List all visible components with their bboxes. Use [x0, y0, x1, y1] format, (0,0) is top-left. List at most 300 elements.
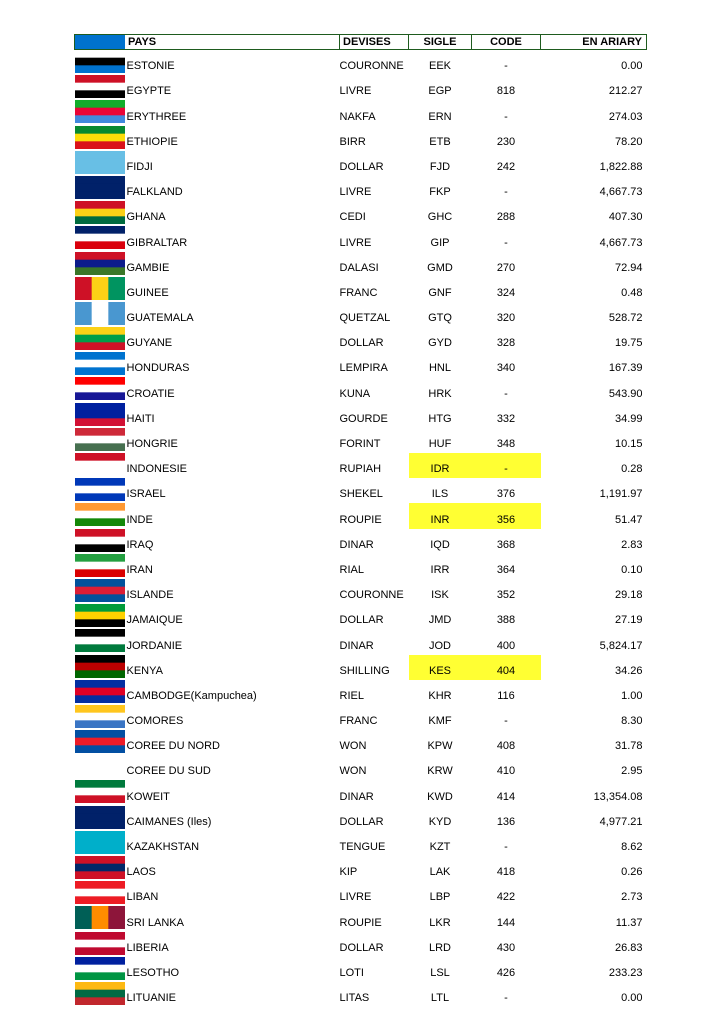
header-code[interactable]: CODE — [472, 35, 541, 50]
flag-cell — [75, 705, 125, 730]
currency-name: LIVRE — [339, 236, 372, 249]
currency-code: 818 — [496, 85, 516, 98]
currency-code: 332 — [496, 412, 516, 425]
table-row[interactable] — [75, 277, 647, 302]
country-name: GIBRALTAR — [126, 236, 188, 249]
country-name: FALKLAND — [126, 186, 183, 199]
ariary-value: 407.30 — [608, 211, 643, 224]
flag-cell — [75, 151, 125, 176]
currency-name: QUETZAL — [339, 312, 391, 325]
country-name: GUINEE — [126, 286, 169, 299]
currency-code: 388 — [496, 614, 516, 627]
flag-image — [75, 428, 125, 451]
currency-name: COURONNE — [339, 589, 404, 602]
currency-name: COURONNE — [339, 60, 404, 73]
table-row[interactable] — [75, 655, 647, 680]
flag-image — [75, 831, 125, 854]
currency-name: SHEKEL — [339, 488, 383, 501]
ariary-value: 8.62 — [621, 841, 643, 853]
currency-name: GOURDE — [339, 412, 388, 425]
flag-image — [75, 226, 125, 249]
currency-sigle: KES — [409, 655, 472, 680]
currency-code: 144 — [496, 916, 516, 929]
flag-image — [75, 352, 125, 375]
flag-cell — [75, 604, 125, 629]
ariary-value: 31.78 — [614, 740, 643, 753]
table-row[interactable] — [75, 453, 647, 478]
table-row[interactable] — [75, 932, 647, 957]
currency-sigle: KWD — [427, 790, 453, 803]
currency-name: KUNA — [339, 387, 371, 400]
flag-image — [75, 126, 125, 149]
currency-sigle: HNL — [428, 362, 451, 375]
currency-sigle: HTG — [428, 412, 452, 425]
header-sigle[interactable]: SIGLE — [409, 35, 472, 50]
country-name: IRAQ — [126, 538, 154, 551]
flag-cell — [75, 957, 125, 982]
country-name: COREE DU NORD — [126, 740, 221, 753]
currency-name: RUPIAH — [339, 463, 382, 476]
country-name: HAITI — [126, 412, 155, 425]
table-row[interactable] — [75, 957, 647, 982]
ariary-value: 0.28 — [621, 463, 643, 476]
currency-code: 230 — [496, 135, 516, 148]
currency-code: 408 — [496, 740, 516, 753]
currency-code: 422 — [496, 891, 516, 904]
currency-sigle: KYD — [428, 815, 452, 828]
currency-sigle: LBP — [429, 891, 451, 904]
table-body — [75, 50, 647, 1008]
flag-cell — [75, 680, 125, 705]
estonia-flag-top-image — [75, 35, 125, 49]
country-name: COREE DU SUD — [126, 765, 211, 778]
table-row[interactable] — [75, 302, 647, 327]
currency-sigle: KRW — [427, 765, 453, 778]
flag-image — [75, 327, 125, 350]
table-row[interactable] — [75, 856, 647, 881]
currency-name: ROUPIE — [339, 513, 382, 526]
flag-cell — [75, 730, 125, 755]
flag-cell — [75, 503, 125, 528]
table-row[interactable] — [75, 730, 647, 755]
country-name: ISRAEL — [126, 488, 166, 501]
table-row[interactable] — [75, 327, 647, 352]
flag-cell — [75, 932, 125, 957]
currency-name: BIRR — [339, 135, 366, 148]
currency-name: LIVRE — [339, 186, 372, 199]
header-pays[interactable]: PAYS — [125, 35, 340, 50]
flag-image — [75, 529, 125, 552]
currency-name: LIVRE — [339, 85, 372, 98]
country-name: INDONESIE — [126, 463, 188, 476]
table-row[interactable] — [75, 151, 647, 176]
table-row[interactable] — [75, 906, 647, 931]
table-row[interactable] — [75, 579, 647, 604]
flag-cell — [75, 100, 125, 125]
currency-code: - — [504, 841, 508, 853]
ariary-value: 13,354.08 — [593, 790, 643, 803]
table-row[interactable] — [75, 806, 647, 831]
table-row[interactable] — [75, 554, 647, 579]
flag-image — [75, 252, 125, 275]
country-name: FIDJI — [126, 160, 153, 173]
country-name: ETHIOPIE — [126, 135, 178, 148]
currency-code: 348 — [496, 438, 516, 450]
currency-code: 270 — [496, 261, 516, 274]
ariary-value: 0.26 — [621, 866, 643, 879]
currency-sigle: GIP — [430, 236, 450, 249]
ariary-value: 51.47 — [614, 513, 643, 526]
table-row[interactable] — [75, 252, 647, 277]
flag-cell — [75, 982, 125, 1007]
currency-sigle: KZT — [429, 841, 451, 853]
currency-code: 340 — [496, 362, 516, 375]
flag-image — [75, 377, 125, 400]
ariary-value: 34.99 — [614, 412, 643, 425]
country-name: JAMAIQUE — [126, 614, 183, 627]
currency-code: - — [504, 992, 508, 1005]
table-row[interactable] — [75, 377, 647, 402]
country-name: LESOTHO — [126, 966, 180, 979]
currency-code: - — [504, 715, 508, 728]
currency-name: TENGUE — [339, 841, 386, 853]
table-row[interactable] — [75, 50, 647, 76]
flag-image — [75, 932, 125, 955]
table-row[interactable] — [75, 226, 647, 251]
currency-code: 242 — [496, 160, 516, 173]
currency-name: NAKFA — [339, 110, 376, 123]
ariary-value: 0.48 — [621, 286, 643, 299]
currency-table — [74, 34, 647, 1007]
table-row[interactable] — [75, 428, 647, 453]
currency-sigle: INR — [409, 503, 472, 528]
ariary-value: 8.30 — [621, 715, 643, 728]
currency-code: 116 — [497, 689, 515, 702]
flag-cell — [75, 126, 125, 151]
flag-cell — [75, 327, 125, 352]
flag-image — [75, 982, 125, 1005]
ariary-value: 2.95 — [621, 765, 643, 778]
currency-sigle: LRD — [428, 941, 451, 954]
currency-name: DOLLAR — [339, 160, 384, 173]
ariary-value: 4,977.21 — [599, 815, 643, 828]
ariary-value: 212.27 — [608, 85, 643, 98]
flag-image — [75, 50, 125, 73]
currency-sigle: IDR — [409, 453, 472, 478]
currency-name: DINAR — [339, 538, 374, 551]
flag-cell — [75, 176, 125, 201]
currency-sigle: IQD — [430, 538, 450, 551]
ariary-value: 2.73 — [621, 891, 643, 904]
flag-cell — [75, 352, 125, 377]
country-name: SRI LANKA — [126, 916, 184, 929]
currency-code: 410 — [496, 765, 516, 778]
ariary-value: 4,667.73 — [599, 236, 643, 249]
flag-image — [75, 629, 125, 652]
table-header-row — [75, 35, 647, 50]
table-row[interactable] — [75, 176, 647, 201]
ariary-value: 0.10 — [621, 563, 643, 576]
currency-name: DOLLAR — [339, 337, 384, 350]
currency-name: DALASI — [339, 261, 379, 274]
currency-sigle: GMD — [427, 261, 453, 274]
currency-name: DINAR — [339, 639, 374, 652]
table-row[interactable] — [75, 75, 647, 100]
currency-code: 356 — [472, 503, 541, 528]
header-flag-cell — [75, 35, 125, 50]
ariary-value: 26.83 — [614, 941, 643, 954]
table-row[interactable] — [75, 126, 647, 151]
flag-cell — [75, 75, 125, 100]
flag-image — [75, 176, 125, 199]
currency-sigle: LSL — [430, 966, 450, 979]
table-row[interactable] — [75, 100, 647, 125]
currency-code: 368 — [496, 538, 516, 551]
currency-name: WON — [339, 765, 367, 778]
country-name: GHANA — [126, 211, 166, 224]
currency-code: 136 — [496, 815, 516, 828]
table-row[interactable] — [75, 529, 647, 554]
currency-name: ROUPIE — [339, 916, 382, 929]
currency-code: - — [472, 453, 541, 478]
country-name: INDE — [126, 513, 153, 526]
country-name: LIBAN — [126, 891, 159, 904]
ariary-value: 11.37 — [615, 916, 643, 929]
flag-image — [75, 478, 125, 501]
country-name: ISLANDE — [126, 589, 174, 602]
ariary-value: 167.39 — [608, 362, 643, 375]
flag-cell — [75, 529, 125, 554]
currency-name: DINAR — [339, 790, 374, 803]
currency-name: LITAS — [339, 992, 370, 1005]
flag-cell — [75, 780, 125, 805]
country-name: HONGRIE — [126, 438, 178, 450]
table-row[interactable] — [75, 478, 647, 503]
currency-sigle: IRR — [430, 563, 450, 576]
currency-sigle: KPW — [427, 740, 453, 753]
country-name: ERYTHREE — [126, 110, 187, 123]
country-name: GAMBIE — [126, 261, 170, 274]
currency-code: 426 — [496, 966, 516, 979]
currency-code: - — [504, 387, 508, 400]
flag-cell — [75, 252, 125, 277]
currency-sigle: EGP — [428, 85, 452, 98]
currency-sigle: LAK — [429, 866, 451, 879]
currency-sigle: ETB — [429, 135, 451, 148]
currency-sigle: HUF — [428, 438, 452, 450]
ariary-value: 1,191.97 — [599, 488, 643, 501]
currency-sigle: GTQ — [428, 312, 452, 325]
country-name: GUATEMALA — [126, 312, 194, 325]
flag-cell — [75, 554, 125, 579]
table-row[interactable] — [75, 403, 647, 428]
flag-image — [75, 100, 125, 123]
flag-cell — [75, 655, 125, 680]
country-name: CAMBODGE(Kampuchea) — [126, 689, 257, 702]
ariary-value: 2.83 — [621, 538, 643, 551]
currency-name: LEMPIRA — [339, 362, 388, 375]
currency-code: - — [504, 110, 508, 123]
currency-name: WON — [339, 740, 367, 753]
flag-image — [75, 881, 125, 904]
currency-sigle: JMD — [428, 614, 452, 627]
currency-code: - — [504, 60, 508, 73]
currency-code: 400 — [496, 639, 516, 652]
table-row[interactable] — [75, 352, 647, 377]
currency-sigle: LTL — [430, 992, 450, 1005]
ariary-value: 78.20 — [614, 135, 643, 148]
flag-image — [75, 503, 125, 526]
flag-cell — [75, 428, 125, 453]
currency-sigle: KHR — [428, 689, 452, 702]
ariary-value: 0.00 — [621, 992, 643, 1005]
ariary-value: 10.15 — [614, 438, 643, 450]
ariary-value: 1.00 — [621, 689, 643, 702]
currency-code: 418 — [496, 866, 516, 879]
ariary-value: 34.26 — [614, 664, 643, 677]
currency-name: SHILLING — [339, 664, 390, 677]
ariary-value: 27.19 — [614, 614, 643, 627]
country-name: CAIMANES (Iles) — [126, 815, 212, 828]
table-row[interactable] — [75, 503, 647, 528]
flag-image — [75, 705, 125, 728]
flag-cell — [75, 806, 125, 831]
currency-code: 430 — [496, 941, 516, 954]
flag-image — [75, 755, 125, 778]
flag-image — [75, 277, 125, 300]
ariary-value: 29.18 — [614, 589, 643, 602]
country-name: GUYANE — [126, 337, 173, 350]
country-name: KOWEIT — [126, 790, 170, 803]
flag-cell — [75, 629, 125, 654]
currency-sigle: FKP — [429, 186, 451, 199]
country-name: COMORES — [126, 715, 184, 728]
ariary-value: 274.03 — [608, 110, 643, 123]
country-name: LITUANIE — [126, 992, 177, 1005]
flag-cell — [75, 579, 125, 604]
flag-cell — [75, 906, 125, 931]
currency-code: 352 — [496, 589, 516, 602]
flag-image — [75, 579, 125, 602]
currency-name: RIAL — [339, 563, 364, 576]
flag-cell — [75, 201, 125, 226]
country-name: LAOS — [126, 866, 156, 879]
flag-cell — [75, 50, 125, 76]
flag-cell — [75, 453, 125, 478]
header-devises[interactable]: DEVISES — [340, 35, 409, 50]
ariary-value: 1,822.88 — [599, 160, 643, 173]
currency-code: 320 — [496, 312, 516, 325]
table-row[interactable] — [75, 831, 647, 856]
currency-code: 404 — [472, 655, 541, 680]
currency-sigle: ILS — [431, 488, 449, 501]
currency-sigle: ERN — [428, 110, 452, 123]
country-name: ESTONIE — [126, 60, 175, 73]
flag-cell — [75, 302, 125, 327]
currency-name: DOLLAR — [339, 815, 384, 828]
flag-image — [75, 201, 125, 224]
flag-cell — [75, 831, 125, 856]
table-row[interactable] — [75, 604, 647, 629]
currency-sigle: FJD — [429, 160, 451, 173]
flag-image — [75, 403, 125, 426]
ariary-value: 233.23 — [608, 966, 643, 979]
currency-code: 414 — [496, 790, 516, 803]
currency-sigle: EEK — [428, 60, 451, 73]
currency-name: KIP — [339, 866, 358, 879]
currency-code: - — [504, 186, 508, 199]
flag-image — [75, 604, 125, 627]
currency-name: RIEL — [339, 689, 364, 702]
currency-name: CEDI — [339, 211, 366, 224]
flag-image — [75, 680, 125, 703]
currency-name: FRANC — [339, 715, 378, 728]
ariary-value: 19.75 — [614, 337, 643, 350]
currency-sigle: HRK — [428, 387, 452, 400]
currency-code: - — [504, 236, 508, 249]
country-name: HONDURAS — [126, 362, 190, 375]
currency-name: FORINT — [339, 438, 381, 450]
table-row[interactable] — [75, 705, 647, 730]
table-row[interactable] — [75, 755, 647, 780]
currency-sigle: KMF — [428, 715, 452, 728]
currency-sigle: ISK — [431, 589, 449, 602]
country-name: CROATIE — [126, 387, 175, 400]
table-row[interactable] — [75, 201, 647, 226]
flag-cell — [75, 226, 125, 251]
flag-image — [75, 906, 125, 929]
flag-cell — [75, 856, 125, 881]
currency-sigle: GNF — [428, 286, 452, 299]
currency-name: DOLLAR — [339, 614, 384, 627]
country-name: LIBERIA — [126, 941, 169, 954]
flag-image — [75, 554, 125, 577]
currency-sigle: GYD — [428, 337, 452, 350]
currency-code: 288 — [496, 211, 516, 224]
ariary-value: 72.94 — [614, 261, 643, 274]
currency-code: 328 — [496, 337, 516, 350]
flag-image — [75, 856, 125, 879]
currency-name: DOLLAR — [339, 941, 384, 954]
flag-image — [75, 151, 125, 174]
flag-cell — [75, 403, 125, 428]
ariary-value: 543.90 — [608, 387, 643, 400]
country-name: KAZAKHSTAN — [126, 841, 200, 853]
ariary-value: 4,667.73 — [599, 186, 643, 199]
flag-image — [75, 655, 125, 678]
currency-sigle: JOD — [429, 639, 451, 652]
flag-image — [75, 75, 125, 98]
currency-name: FRANC — [339, 286, 378, 299]
country-name: JORDANIE — [126, 639, 183, 652]
currency-sheet — [74, 34, 646, 1007]
ariary-value: 528.72 — [608, 312, 643, 325]
table-row[interactable] — [75, 629, 647, 654]
table-row[interactable] — [75, 982, 647, 1007]
table-row[interactable] — [75, 680, 647, 705]
header-ariary[interactable]: EN ARIARY — [541, 35, 647, 50]
flag-cell — [75, 755, 125, 780]
flag-cell — [75, 478, 125, 503]
flag-image — [75, 302, 125, 325]
table-row[interactable] — [75, 780, 647, 805]
flag-cell — [75, 377, 125, 402]
flag-image — [75, 957, 125, 980]
country-name: EGYPTE — [126, 85, 172, 98]
flag-image — [75, 806, 125, 829]
table-row[interactable] — [75, 881, 647, 906]
currency-name: LOTI — [339, 966, 364, 979]
